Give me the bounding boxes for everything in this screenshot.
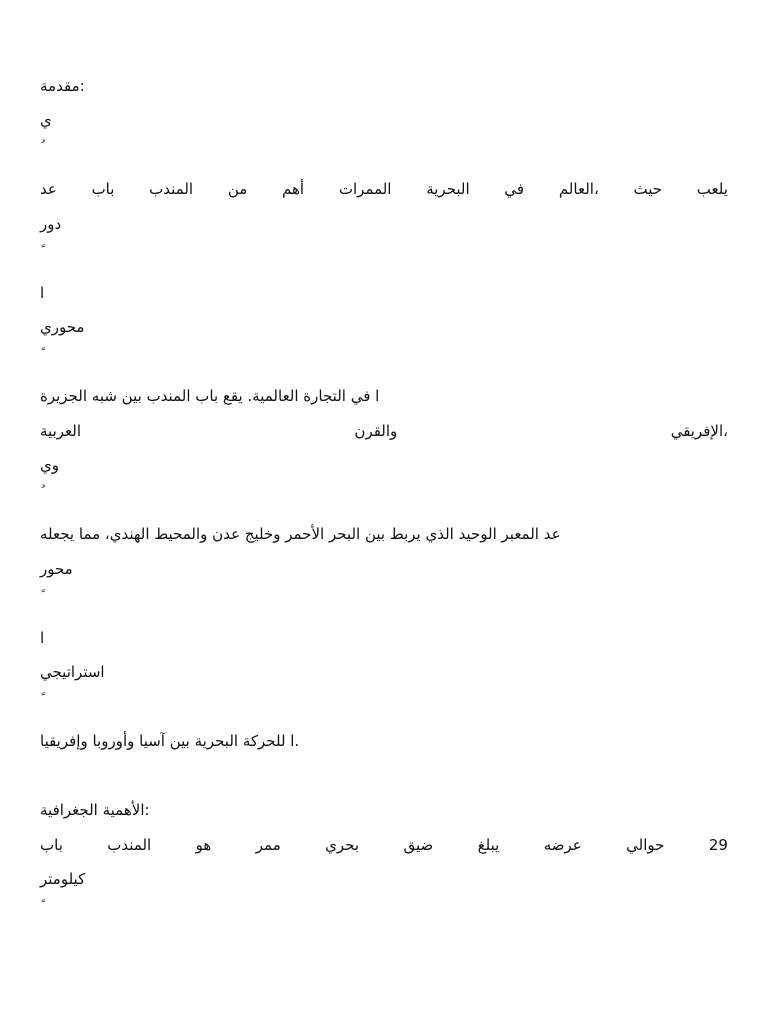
word: بحري xyxy=(325,836,360,854)
diacritic-mark xyxy=(40,345,728,365)
word: في xyxy=(504,180,525,198)
diacritic-mark xyxy=(40,138,728,158)
word: الإفريقي، xyxy=(670,422,728,440)
word: يلعب xyxy=(696,180,728,198)
word: حوالي xyxy=(626,836,665,854)
text-fragment: محور xyxy=(40,560,73,578)
justified-line-3 xyxy=(40,835,728,855)
text-fragment: استراتيجي xyxy=(40,663,105,681)
word: حيث xyxy=(633,180,663,198)
text-line: ا للحركة البحرية بين آسيا وأوروبا وإفريقيا. xyxy=(40,732,300,750)
text-fragment: ا xyxy=(40,284,45,302)
text-fragment: دور xyxy=(40,215,62,233)
text-fragment: ي xyxy=(40,111,52,129)
word: من xyxy=(227,180,248,198)
word: عرضه xyxy=(543,836,582,854)
word: 29 xyxy=(708,836,728,854)
diacritic-mark xyxy=(40,483,728,503)
text-fragment: وي xyxy=(40,456,59,474)
word: ضيق xyxy=(403,836,434,854)
text-fragment: كيلومتر xyxy=(40,870,86,888)
text-fragment: ا xyxy=(40,629,45,647)
word: العالم، xyxy=(558,180,599,198)
diacritic-mark xyxy=(40,242,728,262)
word: العربية xyxy=(40,422,81,440)
text-line: ا في التجارة العالمية. يقع باب المندب بين شبه الجزيرة xyxy=(40,387,380,405)
intro-heading: مقدمة: xyxy=(40,77,85,95)
word: عد xyxy=(40,180,57,198)
word: المندب xyxy=(107,836,152,854)
word: والقرن xyxy=(354,422,398,440)
diacritic-mark xyxy=(40,897,728,917)
word: هو xyxy=(195,836,212,854)
justified-line-1 xyxy=(40,179,728,199)
word: المندب xyxy=(149,180,194,198)
text-fragment: محوري xyxy=(40,318,85,336)
diacritic-mark xyxy=(40,690,728,710)
word: باب xyxy=(40,836,63,854)
word: البحرية xyxy=(426,180,470,198)
word: ممر xyxy=(255,836,281,854)
geography-heading: الأهمية الجغرافية: xyxy=(40,801,150,819)
word: باب xyxy=(91,180,115,198)
word: الممرات xyxy=(338,180,392,198)
justified-line-2 xyxy=(40,421,728,441)
diacritic-mark xyxy=(40,587,728,607)
word: يبلغ xyxy=(477,836,500,854)
word: أهم xyxy=(282,180,305,198)
text-line: عد المعبر الوحيد الذي يربط بين البحر الأحمر وخليج عدن والمحيط الهندي، مما يجعله xyxy=(40,525,561,543)
